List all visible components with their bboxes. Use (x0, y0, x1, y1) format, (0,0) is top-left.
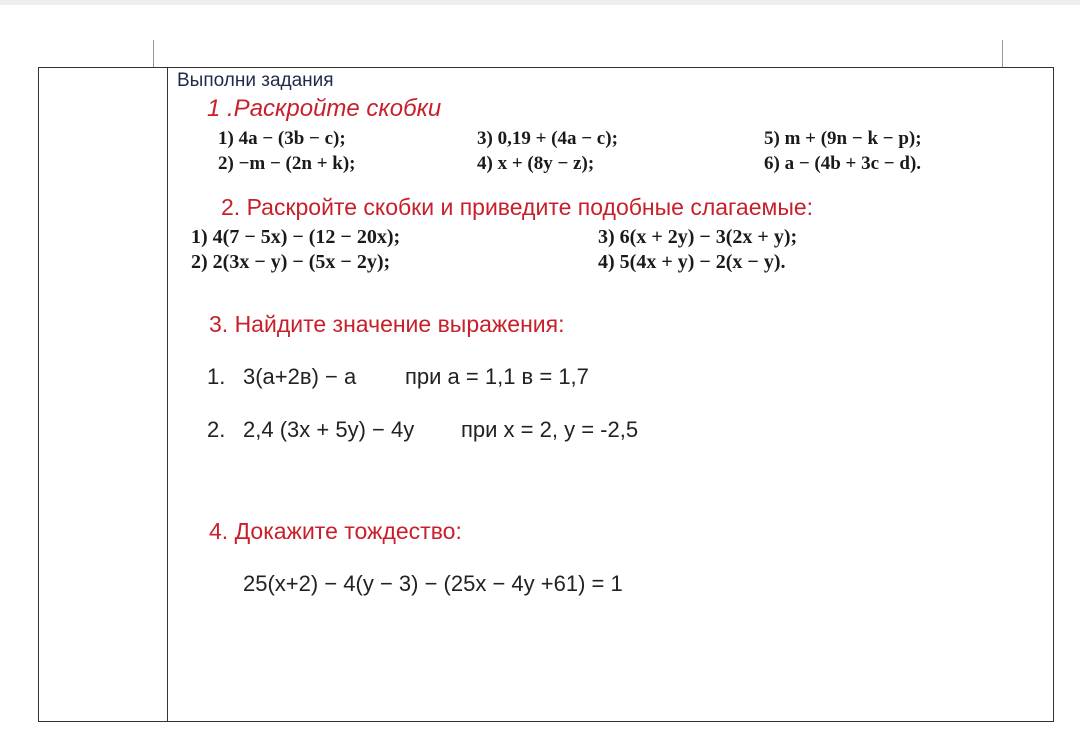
task3-item-1-number: 1. (207, 364, 226, 389)
task3-item-1 (207, 364, 356, 390)
margin-mark-right (1002, 40, 1003, 68)
task1-item-6: 6) a − (4b + 3c − d). (764, 153, 922, 174)
margin-mark-left (153, 40, 154, 68)
task1-item-4: 4) x + (8y − z); (477, 153, 595, 174)
table-column-divider (167, 68, 168, 721)
task1-title: 1 .Раскройте скобки (207, 95, 442, 122)
task3-item-2 (207, 417, 414, 443)
task4-title: 4. Докажите тождество: (209, 518, 462, 544)
task2-item-2: 2) 2(3x − y) − (5x − 2y); (191, 251, 391, 273)
task3-item-2-number: 2. (207, 417, 226, 442)
task3-item-1-expression: 3(а+2в) − а (243, 364, 357, 389)
task1-item-3: 3) 0,19 + (4a − c); (477, 128, 618, 149)
task3-item-2-expression: 2,4 (3х + 5у) − 4у (243, 417, 415, 442)
task2-item-4: 4) 5(4x + y) − 2(x − y). (598, 251, 786, 273)
task4-identity: 25(х+2) − 4(у − 3) − (25х − 4у +61) = 1 (243, 571, 623, 596)
task2-item-3: 3) 6(x + 2y) − 3(2x + y); (598, 226, 798, 248)
task3-title: 3. Найдите значение выражения: (209, 311, 565, 337)
task3-item-1-condition: при а = 1,1 в = 1,7 (405, 364, 589, 389)
task1-item-5: 5) m + (9n − k − p); (764, 128, 922, 149)
page-heading: Выполни задания (177, 70, 334, 91)
task2-item-1: 1) 4(7 − 5x) − (12 − 20x); (191, 226, 401, 248)
top-bar (0, 0, 1080, 5)
task1-item-2: 2) −m − (2n + k); (218, 153, 356, 174)
task3-item-2-condition: при х = 2, у = -2,5 (461, 417, 639, 442)
task2-title: 2. Раскройте скобки и приведите подобные слагаемые: (221, 194, 814, 220)
task1-item-1: 1) 4a − (3b − c); (218, 128, 346, 149)
